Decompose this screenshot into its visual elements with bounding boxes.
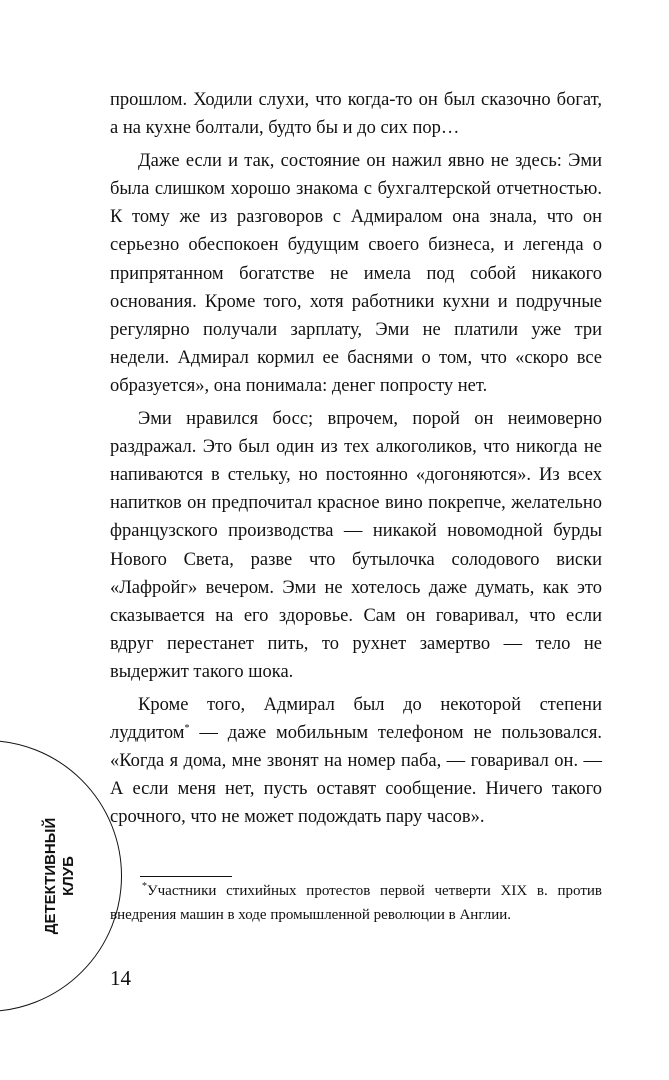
paragraph [110,691,602,831]
paragraph: Эми нравился босс; впрочем, порой он неимоверно раздражал. Это был один из тех алкоголиков, что никогда не напиваются в стельку, но постоянно «догоняются». Из всех напитков он предпочитал красное вино покрепче, желательно французского производства — никакой новомодной бурды Нового Света, разве что бутылочка солодового виски «Лафройг» вечером. Эми не хотелось даже думать, как это сказывается на его здоровье. Сам он говаривал, что если вдруг перестанет пить, то рухнет замертво — тело не выдержит такого шока. [110,409,602,682]
footnote-text: Участники стихийных протестов первой четверти XIX в. против внедрения машин в ходе промышленной революции в Англии. [110,883,602,923]
series-badge-label [42,818,78,934]
footnote-separator [140,876,232,877]
paragraph: прошлом. Ходили слухи, что когда-то он был сказочно богат, а на кухне болтали, будто бы и до сих пор… [110,90,602,139]
page-number: 14 [110,966,131,990]
series-badge-line: КЛУБ [60,856,77,896]
footnote [110,880,602,927]
series-badge-line: ДЕТЕКТИВНЫЙ [42,817,59,935]
body-text [110,86,602,831]
footnote-mark: * [142,881,147,892]
paragraph-text: Кроме того, Адмирал был до некоторой степени луддитом [110,694,602,744]
paragraph-text: — даже мобильным телефоном не пользовался. «Когда я дома, мне звонят на номер паба, — говаривал он. — А если меня нет, пусть оставят сообщение. Ничего такого срочного, что не может подождать пару часов». [110,723,602,828]
paragraph: Даже если и так, состояние он нажил явно не здесь: Эми была слишком хорошо знакома с бухгалтерской отчетностью. К тому же из разговоров с Адмиралом она знала, что он серьезно обеспокоен будущим своего бизнеса, и легенда о припрятанном богатстве не имела под собой никакого основания. Кроме того, хотя работники кухни и подручные регулярно получали зарплату, Эми не платили уже три недели. Адмирал кормил ее баснями о том, что «скоро все образуется», она понимала: денег попросту нет. [110,151,602,396]
footnote-reference-mark: * [184,722,190,734]
